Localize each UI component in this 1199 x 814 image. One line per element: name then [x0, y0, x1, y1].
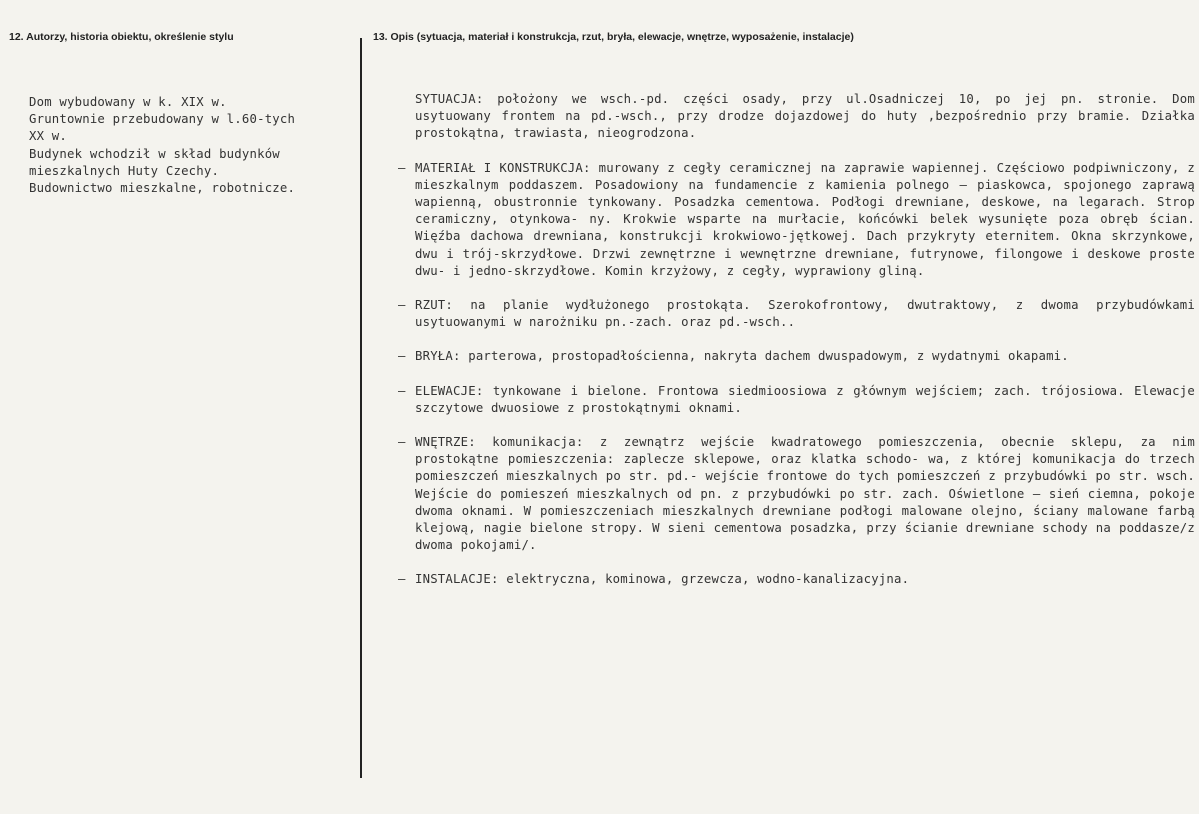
plan-text: RZUT: na planie wydłużonego prostokąta. Szerokofrontowy, dwutraktowy, z dwoma przybudówkami usytuowanymi w narożniku pn.-zach. oraz pd.-wsch.. [415, 298, 1195, 330]
elevations-section [398, 383, 1195, 417]
dash-bullet: – [398, 572, 406, 587]
history-line: mieszkalnych Huty Czechy. [29, 163, 220, 178]
situation-section [398, 91, 1195, 143]
installations-text: INSTALACJE: elektryczna, kominowa, grzewcza, wodno-kanalizacyjna. [415, 572, 910, 587]
dash-bullet: – [398, 435, 406, 450]
authors-history-column [29, 94, 359, 197]
material-text: MATERIAŁ I KONSTRUKCJA: murowany z cegły ceramicznej na zaprawie wapiennej. Częściowo podpiwniczony, z mieszkalnym poddaszem. Posadowiony na fundamencie z kamienia polnego – piaskowca, spojonego zaprawą wapienną, obustronnie tynkowany. Posadzka cementowa. Podłogi drewniane, deskowe, na legarach. Strop ceramiczny, otynkowa- ny. Krokwie wsparte na murłacie, końcówki belek wysunięte poza obręb ścian. Więźba dachowa drewniana, konstrukcji krokwiowo-jętkowej. Dach przykryty eternitem. Okna skrzynkowe, dwu i trój-skrzydłowe. Drzwi zewnętrzne i wewnętrzne drewniane, futrynowe, filongowe i deskowe proste dwu- i jedno-skrzydłowe. Komin krzyżowy, z cegły, wyprawiony gliną. [415, 160, 1195, 278]
dash-bullet: – [398, 160, 406, 175]
material-section [398, 160, 1195, 280]
interior-section [398, 434, 1195, 554]
section-12-header: 12. Autorzy, historia obiektu, określenie stylu [9, 31, 234, 43]
plan-section [398, 297, 1195, 331]
mass-text: BRYŁA: parterowa, prostopadłościenna, nakryta dachem dwuspadowym, z wydatnymi okapami. [415, 349, 1069, 364]
history-line: Budownictwo mieszkalne, robotnicze. [29, 181, 296, 196]
interior-text: WNĘTRZE: komunikacja: z zewnątrz wejście kwadratowego pomieszczenia, obecnie sklepu, za nim prostokątne pomieszczenia: zaplecze sklepowe, oraz klatka schodo- wa, z której komunikacja do trzech pomieszczeń mieszkalnych po str. pd.- wejście frontowe do tych pomieszczeń z przybudówki po str. wsch. Wejście do pomieszeń mieszkalnych od pn. z przybudówki po str. zach. Oświetlone – sień ciemna, pokoje dwoma oknami. W pomieszczeniach mieszkalnych drewniane podłogi malowane olejno, ściany malowane farbą klejową, nagie bielone stropy. W sieni cementowa posadzka, przy ścianie drewniane schody na poddasze/z dwoma pokojami/. [415, 435, 1195, 553]
dash-bullet: – [398, 383, 406, 398]
description-column [398, 91, 1195, 606]
history-line: Budynek wchodził w skład budynków [29, 146, 280, 161]
section-13-header: 13. Opis (sytuacja, materiał i konstrukcja, rzut, bryła, elewacje, wnętrze, wyposażenie, instalacje) [373, 31, 854, 43]
mass-section [398, 348, 1195, 365]
elevations-text: ELEWACJE: tynkowane i bielone. Frontowa siedmioosiowa z głównym wejściem; zach. trójosiowa. Elewacje szczytowe dwuosiowe z prostokątnymi oknami. [415, 383, 1195, 415]
situation-text: SYTUACJA: położony we wsch.-pd. części osady, przy ul.Osadniczej 10, po jej pn. stronie. Dom usytuowany frontem na pd.-wsch., przy drodze dojazdowej do huty ,bezpośrednio przy bramie. Działka prostokątna, trawiasta, nieogrodzona. [415, 92, 1195, 141]
history-line: Dom wybudowany w k. XIX w. [29, 95, 227, 109]
dash-bullet: – [398, 349, 406, 364]
installations-section [398, 571, 1195, 588]
history-line: Gruntownie przebudowany w l.60-tych [29, 112, 296, 127]
dash-bullet: – [398, 298, 406, 313]
history-line: XX w. [29, 129, 68, 144]
column-divider [360, 38, 362, 778]
